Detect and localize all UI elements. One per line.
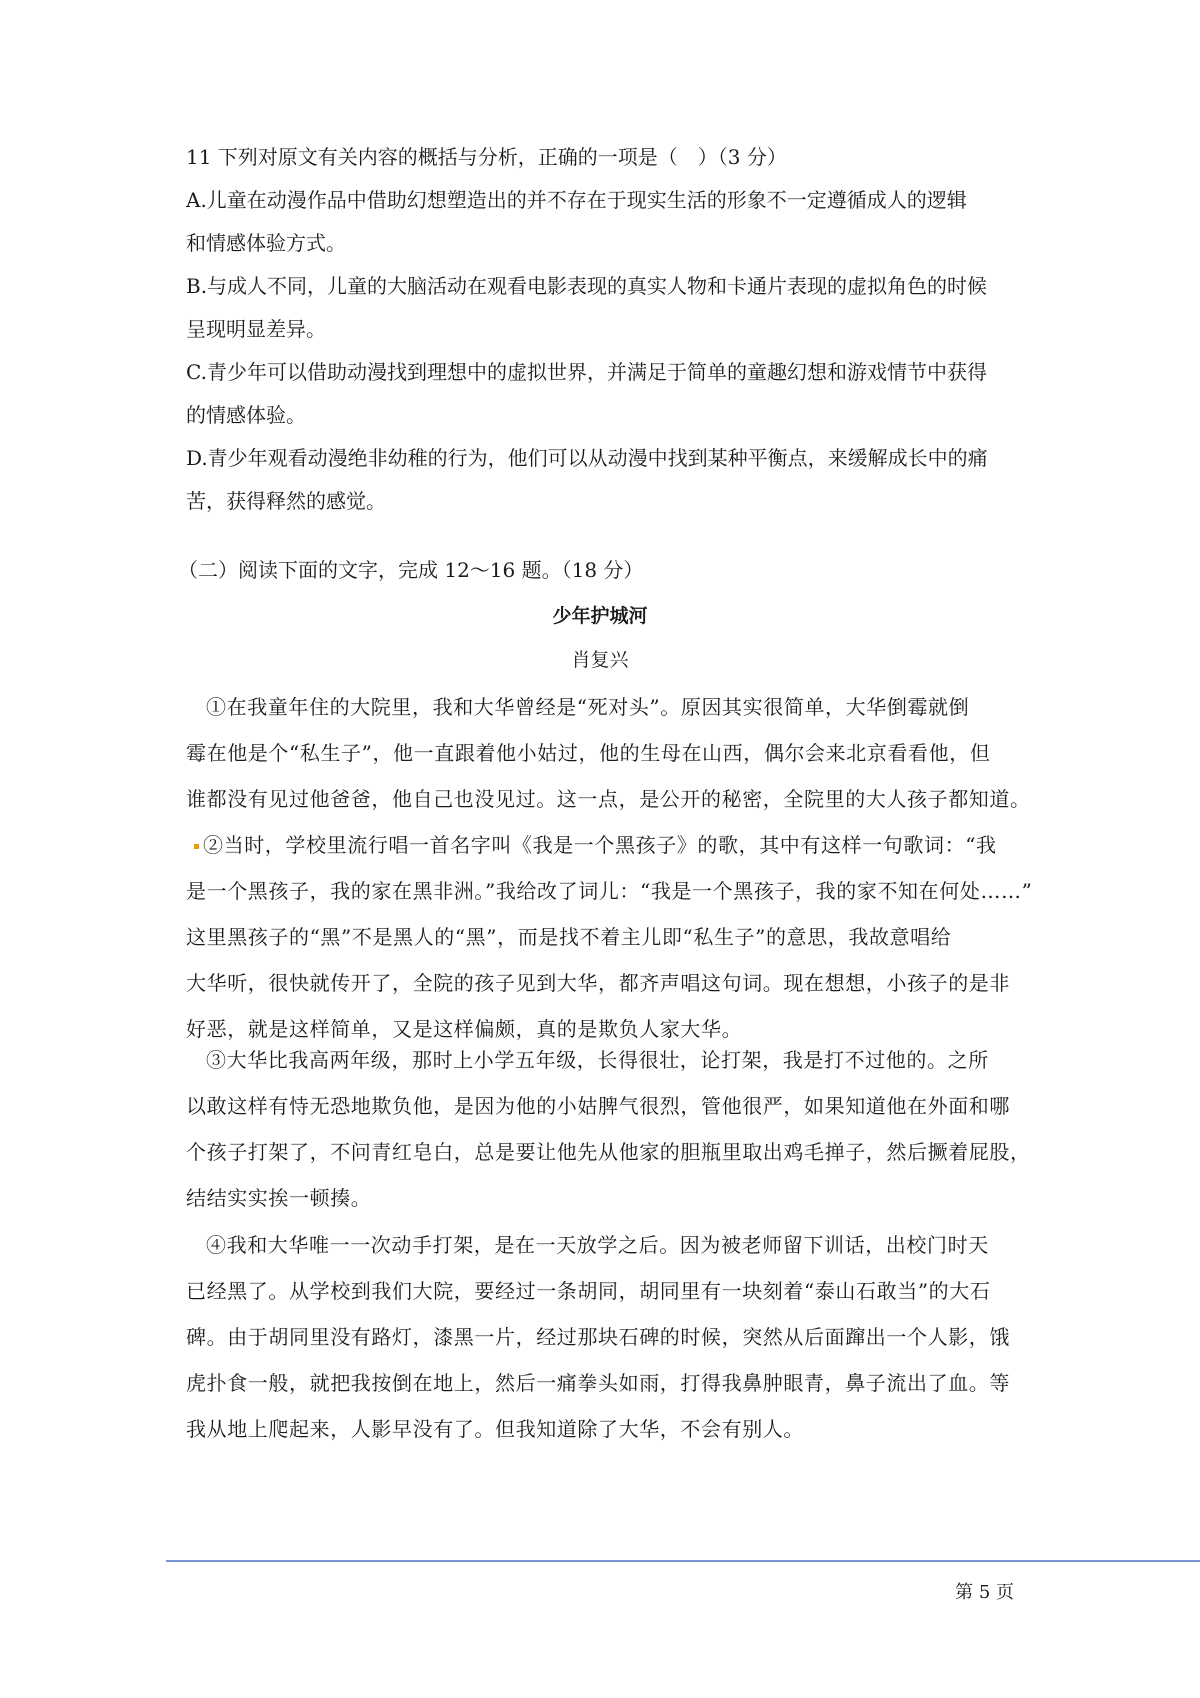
paragraph-line-text: ②当时，学校里流行唱一首名字叫《我是一个黑孩子》的歌，其中有这样一句歌词：“我 [203,833,997,857]
paragraph-line: 谁都没有见过他爸爸，他自己也没见过。这一点，是公开的秘密，全院里的大人孩子都知道。 [186,787,1031,811]
article-title: 少年护城河 [552,605,648,627]
paragraph-line: 已经黑了。从学校到我们大院，要经过一条胡同，胡同里有一块刻着“泰山石敢当”的大石 [186,1279,991,1303]
paragraph-line: ④我和大华唯一一次动手打架，是在一天放学之后。因为被老师留下训话，出校门时天 [206,1233,989,1257]
paragraph-line: 是一个黑孩子，我的家在黑非洲。”我给改了词儿：“我是一个黑孩子，我的家不知在何处……” [186,879,1033,903]
paragraph-3 [186,1037,1031,1221]
paragraph-line: 这里黑孩子的“黑”不是黑人的“黑”，而是找不着主儿即“私生子”的意思，我故意唱给 [186,925,952,949]
paragraph-line: 大华听，很快就传开了，全院的孩子见到大华，都齐声唱这句词。现在想想，小孩子的是非 [186,971,1010,995]
paragraph-line: 以敢这样有恃无恐地欺负他，是因为他的小姑脾气很烈，管他很严，如果知道他在外面和哪 [186,1094,1010,1118]
option-d-line1: D.青少年观看动漫绝非幼稚的行为，他们可以从动漫中找到某种平衡点，来缓解成长中的痛 [186,446,988,470]
highlight-marker-icon [194,844,199,849]
page-number: 第 5 页 [955,1582,1014,1603]
paragraph-line: 虎扑食一般，就把我按倒在地上，然后一痛拳头如雨，打得我鼻肿眼青，鼻子流出了血。等 [186,1371,1010,1395]
paragraph-1 [186,684,1031,822]
paragraph-line: 我从地上爬起来，人影早没有了。但我知道除了大华，不会有别人。 [186,1417,804,1441]
option-b-line2: 呈现明显差异。 [186,317,326,341]
paragraph-line: 个孩子打架了，不问青红皂白，总是要让他先从他家的胆瓶里取出鸡毛掸子，然后撅着屁股， [186,1140,1031,1164]
option-c-line2: 的情感体验。 [186,403,306,427]
option-d-line2: 苦，获得释然的感觉。 [186,489,386,513]
paragraph-line: ③大华比我高两年级，那时上小学五年级，长得很壮，论打架，我是打不过他的。之所 [206,1048,989,1072]
option-b-line1: B.与成人不同，儿童的大脑活动在观看电影表现的真实人物和卡通片表现的虚拟角色的时候 [186,274,988,298]
footer-rule [166,1560,1200,1562]
paragraph-4 [186,1222,1022,1452]
paragraph-line: 结结实实挨一顿揍。 [186,1186,372,1210]
section-heading: （二）阅读下面的文字，完成 12～16 题。（18 分） [178,558,644,582]
paragraph-line: 霉在他是个“私生子”，他一直跟着他小姑过，他的生母在山西，偶尔会来北京看看他，但 [186,741,991,765]
paragraph-line: ①在我童年住的大院里，我和大华曾经是“死对头”。原因其实很简单，大华倒霉就倒 [206,695,970,719]
option-a-line1: A.儿童在动漫作品中借助幻想塑造出的并不存在于现实生活的形象不一定遵循成人的逻辑 [186,188,967,212]
article-author: 肖复兴 [571,649,629,671]
paragraph-line: 好恶，就是这样简单，又是这样偏颇，真的是欺负人家大华。 [186,1017,743,1041]
paragraph-line [186,822,1022,868]
paragraph-line: 碑。由于胡同里没有路灯，漆黑一片，经过那块石碑的时候，突然从后面蹿出一个人影，饿 [186,1325,1010,1349]
paragraph-2 [186,822,1033,1052]
question-11-stem: 11 下列对原文有关内容的概括与分析，正确的一项是（ ）（3 分） [186,145,787,169]
option-c-line1: C.青少年可以借助动漫找到理想中的虚拟世界，并满足于简单的童趣幻想和游戏情节中获得 [186,360,987,384]
option-a-line2: 和情感体验方式。 [186,231,346,255]
